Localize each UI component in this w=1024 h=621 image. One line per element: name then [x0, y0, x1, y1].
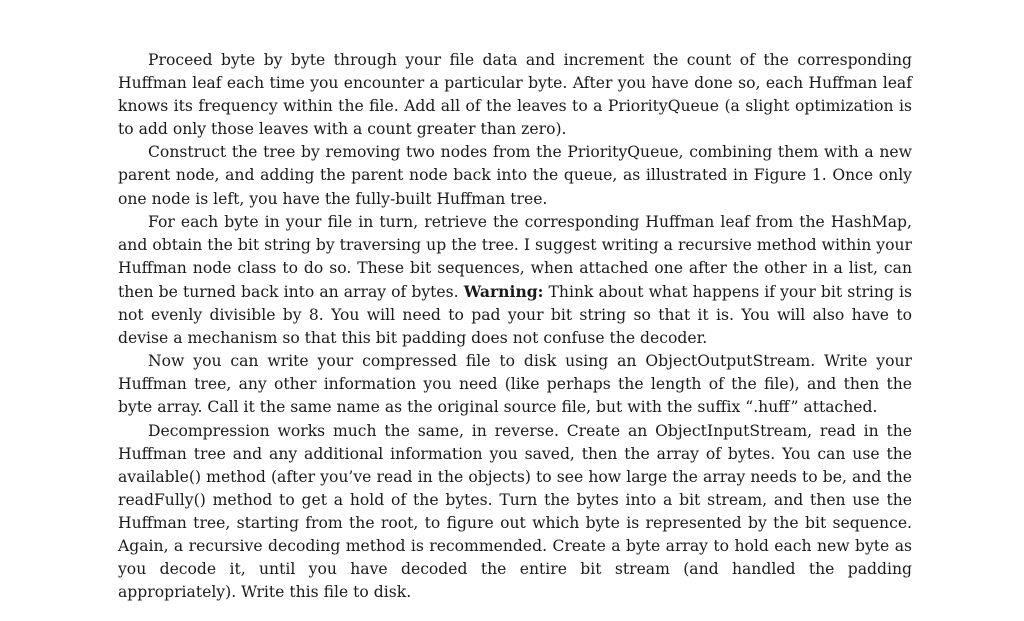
- paragraph-decompression: [118, 420, 912, 605]
- paragraph-text: Proceed byte by byte through your file data and increment the count of the corresponding Huffman leaf each time you encounter a particular byte. After you have done so, each Huffman leaf knows its frequency within the file. Add all of the leaves to a PriorityQueue (a slight optimization is to add only those leaves with a count greater than zero).: [118, 51, 912, 139]
- paragraph-encode-bits: [118, 211, 912, 351]
- paragraph-frequency-count: [118, 49, 912, 141]
- paragraph-write-file: [118, 350, 912, 419]
- paragraph-text: Decompression works much the same, in reverse. Create an ObjectInputStream, read in the Huffman tree and any additional information you saved, then the array of bytes. You can use the available() method (after you’ve read in the objects) to see how large the array needs to be, and the readFully() method to get a hold of the bytes. Turn the bytes into a bit stream, and then use the Huffman tree, starting from the root, to figure out which byte is represented by the bit sequence. Again, a recursive decoding method is recommended. Create a byte array to hold each new byte as you decode it, until you have decoded the entire bit stream (and handled the padding appropriately). Write this file to disk.: [118, 421, 912, 602]
- paragraph-text: Construct the tree by removing two nodes from the PriorityQueue, combining them with a new parent node, and adding the parent node back into the queue, as illustrated in Figure 1. Once only one node is left, you have the fully-built Huffman tree.: [118, 143, 912, 208]
- paragraph-text: Now you can write your compressed file to disk using an ObjectOutputStream. Write your Huffman tree, any other information you need (like perhaps the length of the file), and then the byte array. Call it the same name as the original source file, but with the suffix “.huff” attached.: [118, 352, 912, 417]
- paragraph-text: Think about what happens if your bit string is not evenly divisible by 8. You will need to pad your bit string so that it is. You will also have to devise a mechanism so that this bit padding does not confuse the decoder.: [118, 282, 912, 348]
- warning-label: Warning:: [463, 281, 544, 301]
- document-body: [118, 49, 912, 604]
- paragraph-text: For each byte in your file in turn, retrieve the corresponding Huffman leaf from the HashMap, and obtain the bit string by traversing up the tree. I suggest writing a recursive method within your Huffman node class to do so. These bit sequences, when attached one after the other in a list, can then be turned back into an array of bytes.: [118, 212, 912, 301]
- paragraph-build-tree: [118, 141, 912, 210]
